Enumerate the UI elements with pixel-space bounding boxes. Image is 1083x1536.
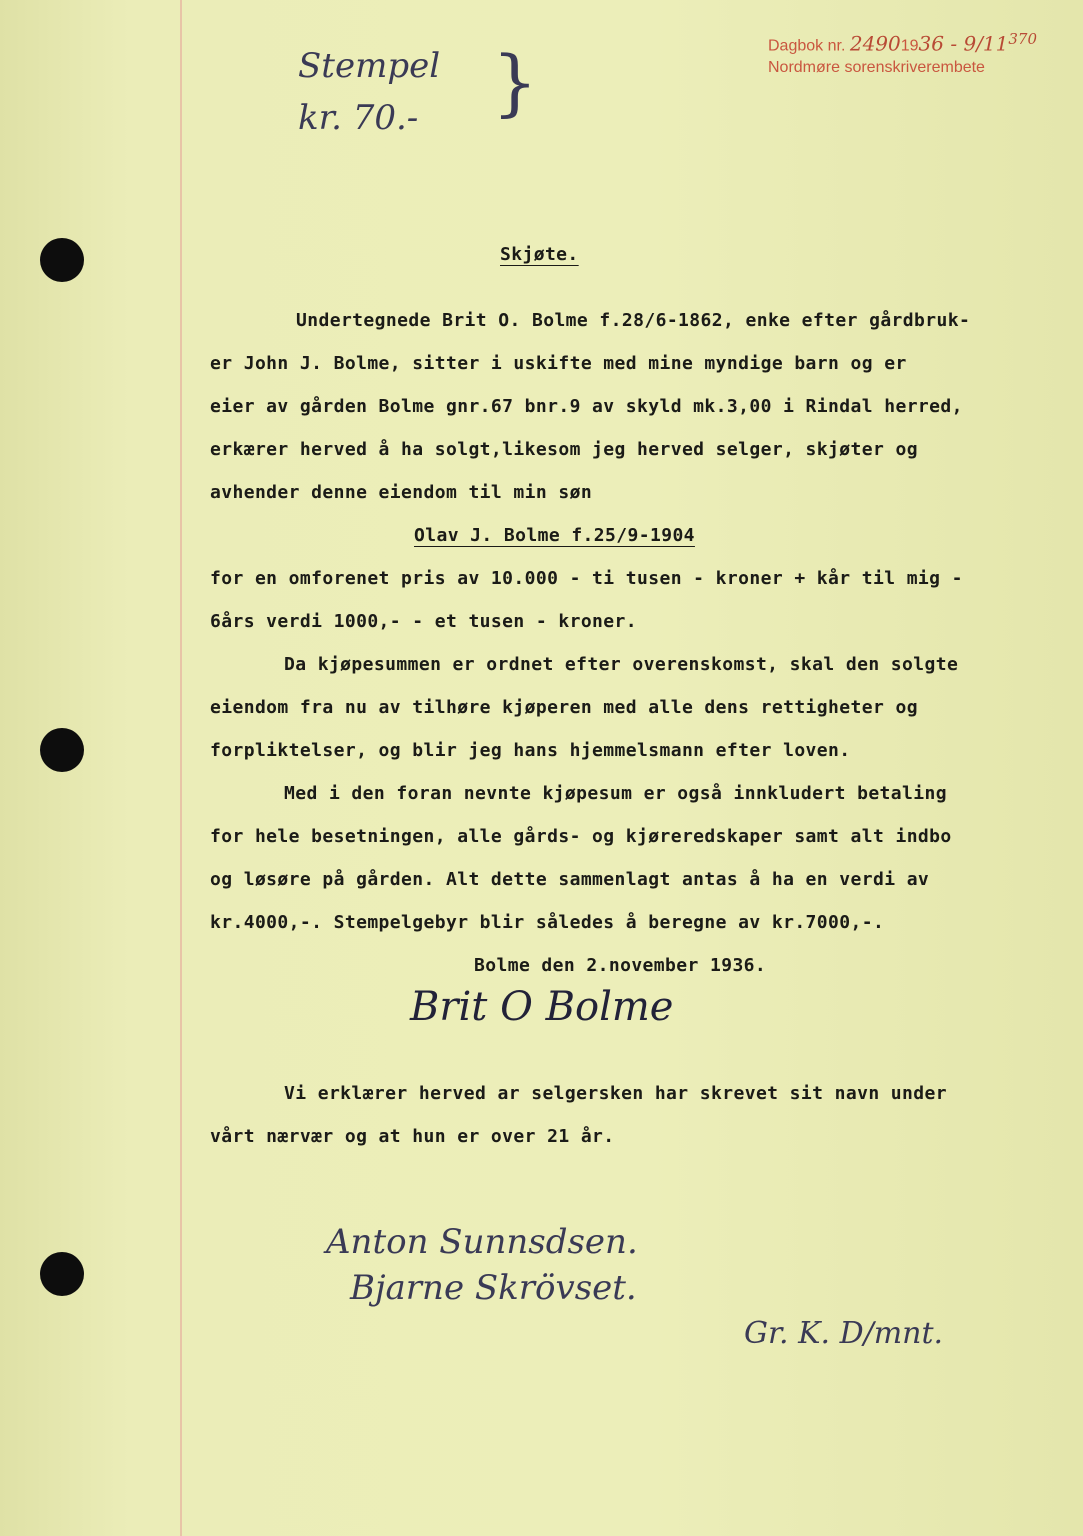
office-name: Nordmøre sorenskriverembete [768,59,985,77]
witness-signature-2: Bjarne Skrövset. [350,1268,637,1308]
margin-brace: } [492,40,538,124]
punch-hole [40,238,84,282]
body-line: erkærer herved å ha solgt,likesom jeg herved selger, skjøter og [210,439,918,460]
body-line: eier av gården Bolme gnr.67 bnr.9 av skyld mk.3,00 i Rindal herred, [210,396,963,417]
witness-line: vårt nærvær og at hun er over 21 år. [210,1126,615,1147]
body-line: kr.4000,-. Stempelgebyr blir således å beregne av kr.7000,-. [210,912,885,933]
punch-hole [40,728,84,772]
stamp-date: 36 - 9/11 [918,31,1009,56]
body-line: eiendom fra nu av tilhøre kjøperen med alle dens rettigheter og [210,697,918,718]
seller-signature: Brit O Bolme [410,984,674,1030]
place-date: Bolme den 2.november 1936. [474,955,767,976]
margin-rule [180,0,182,1536]
body-line: og løsøre på gården. Alt dette sammenlagt antas å ha en verdi av [210,869,930,890]
body-line: Da kjøpesummen er ordnet efter overenskomst, skal den solgte [284,654,959,675]
body-line: for en omforenet pris av 10.000 - ti tusen - kroner + kår til mig - [210,568,963,589]
registry-stamp [768,28,1037,79]
stamp-number: 2490 [849,31,901,56]
body-line: for hele besetningen, alle gårds- og kjøreredskaper samt alt indbo [210,826,952,847]
witness-line: Vi erklærer herved ar selgersken har skrevet sit navn under [284,1083,947,1104]
punch-hole [40,1252,84,1296]
witness-signature-1: Anton Sunnsdsen. [326,1222,638,1262]
body-line: forpliktelser, og blir jeg hans hjemmelsmann efter loven. [210,740,851,761]
page-number: 370 [1008,30,1038,48]
body-line: Undertegnede Brit O. Bolme f.28/6-1862, enke efter gårdbruk- [296,310,971,331]
body-line: Med i den foran nevnte kjøpesum er også innkludert betaling [284,783,947,804]
body-line: avhender denne eiendom til min søn [210,482,593,503]
body-line: 6års verdi 1000,- - et tusen - kroner. [210,611,638,632]
document-title: Skjøte. [500,244,579,265]
margin-note-line2: kr. 70.- [298,98,419,138]
stamp-label: Dagbok nr. [768,37,846,55]
body-line: er John J. Bolme, sitter i uskifte med mine myndige barn og er [210,353,907,374]
stamp-year-prefix: 19 [900,37,919,55]
buyer-name: Olav J. Bolme f.25/9-1904 [414,525,695,546]
clerk-initials: Gr. K. D/mnt. [744,1316,944,1351]
margin-note-line1: Stempel [298,46,441,86]
